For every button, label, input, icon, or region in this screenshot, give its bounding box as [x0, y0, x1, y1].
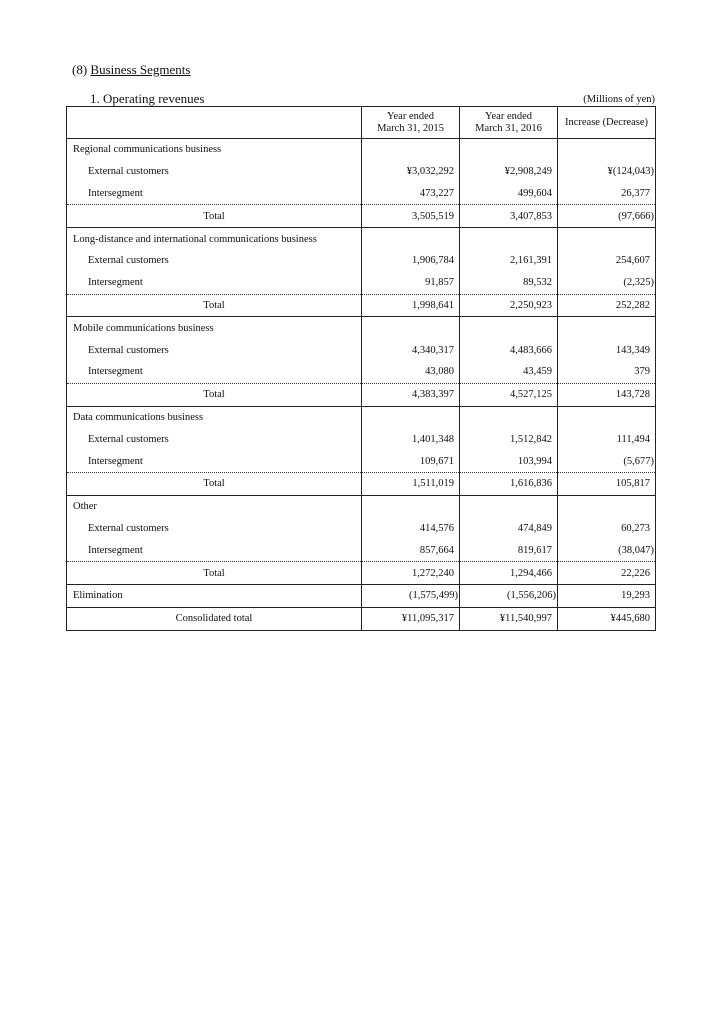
value-change: 111,494 [558, 428, 656, 450]
table-row [67, 428, 656, 450]
elimination-row [67, 584, 656, 607]
value-fy2015: 1,511,019 [362, 472, 460, 495]
segment-name: Data communications business [67, 406, 362, 428]
row-label: Total [67, 294, 362, 317]
row-label: Consolidated total [67, 607, 362, 630]
segment-name-row [67, 317, 656, 339]
segment-name-row [67, 406, 656, 428]
row-label: Intersegment [67, 361, 362, 383]
value-change: 22,226 [558, 562, 656, 585]
value-change: 60,273 [558, 518, 656, 540]
value-fy2015: 857,664 [362, 539, 460, 561]
value-change: (97,666) [558, 205, 656, 228]
row-label: External customers [67, 518, 362, 540]
header-fy2016-line2: March 31, 2016 [475, 122, 542, 134]
segment-name: Long-distance and international communications business [67, 228, 362, 250]
header-fy2015 [362, 107, 460, 139]
value-fy2015: 1,998,641 [362, 294, 460, 317]
value-fy2015: 3,505,519 [362, 205, 460, 228]
row-label: Total [67, 205, 362, 228]
header-fy2016 [460, 107, 558, 139]
value-fy2016: 4,527,125 [460, 383, 558, 406]
segment-name: Mobile communications business [67, 317, 362, 339]
value-fy2016: (1,556,206) [460, 584, 558, 607]
value-fy2015: 43,080 [362, 361, 460, 383]
value-fy2015: 1,272,240 [362, 562, 460, 585]
table-row [67, 539, 656, 561]
value-change: 143,349 [558, 339, 656, 361]
row-label: Intersegment [67, 272, 362, 294]
consolidated-total-row [67, 607, 656, 630]
value-fy2015: ¥3,032,292 [362, 161, 460, 183]
value-fy2016: 3,407,853 [460, 205, 558, 228]
row-label: Intersegment [67, 539, 362, 561]
value-fy2016: 4,483,666 [460, 339, 558, 361]
table-row [67, 250, 656, 272]
value-fy2016: 474,849 [460, 518, 558, 540]
value-change: ¥445,680 [558, 607, 656, 630]
table-header-row [67, 107, 656, 139]
table-row [67, 450, 656, 472]
total-row [67, 383, 656, 406]
segment-name-row [67, 139, 656, 161]
value-fy2016: 89,532 [460, 272, 558, 294]
value-fy2015: (1,575,499) [362, 584, 460, 607]
section-title: Business Segments [90, 62, 191, 77]
value-fy2016: ¥11,540,997 [460, 607, 558, 630]
total-row [67, 562, 656, 585]
table-row [67, 272, 656, 294]
header-fy2016-line1: Year ended [484, 110, 533, 122]
units-note: (Millions of yen) [583, 94, 655, 105]
value-change: 143,728 [558, 383, 656, 406]
value-fy2015: 1,906,784 [362, 250, 460, 272]
table-row [67, 361, 656, 383]
row-label: External customers [67, 161, 362, 183]
value-change: 254,607 [558, 250, 656, 272]
header-fy2015-line1: Year ended [386, 110, 435, 122]
section-heading [72, 62, 190, 78]
value-fy2016: 819,617 [460, 539, 558, 561]
subsection-title: 1. Operating revenues [90, 91, 205, 106]
table-row [67, 339, 656, 361]
value-fy2015: 4,383,397 [362, 383, 460, 406]
row-label: Total [67, 472, 362, 495]
value-change: 26,377 [558, 183, 656, 205]
header-fy2015-line2: March 31, 2015 [377, 122, 444, 134]
value-fy2015: 91,857 [362, 272, 460, 294]
value-fy2016: 1,512,842 [460, 428, 558, 450]
segment-name-row [67, 228, 656, 250]
value-fy2016: 1,294,466 [460, 562, 558, 585]
value-change: 252,282 [558, 294, 656, 317]
value-fy2015: 473,227 [362, 183, 460, 205]
value-fy2016: 43,459 [460, 361, 558, 383]
value-change: 105,817 [558, 472, 656, 495]
value-fy2016: 103,994 [460, 450, 558, 472]
total-row [67, 205, 656, 228]
row-label: Total [67, 562, 362, 585]
value-fy2015: ¥11,095,317 [362, 607, 460, 630]
table-row [67, 161, 656, 183]
row-label: Intersegment [67, 183, 362, 205]
value-fy2016: ¥2,908,249 [460, 161, 558, 183]
value-fy2015: 4,340,317 [362, 339, 460, 361]
table-row [67, 183, 656, 205]
operating-revenues-table [66, 106, 656, 631]
value-fy2015: 109,671 [362, 450, 460, 472]
value-fy2016: 2,161,391 [460, 250, 558, 272]
row-label: Elimination [67, 584, 362, 607]
value-fy2015: 414,576 [362, 518, 460, 540]
value-change: 379 [558, 361, 656, 383]
table-row [67, 518, 656, 540]
row-label: External customers [67, 250, 362, 272]
row-label: External customers [67, 339, 362, 361]
segment-name: Other [67, 495, 362, 517]
header-change: Increase (Decrease) [558, 107, 656, 139]
value-fy2015: 1,401,348 [362, 428, 460, 450]
total-row [67, 472, 656, 495]
row-label: Total [67, 383, 362, 406]
value-change: ¥(124,043) [558, 161, 656, 183]
section-number: (8) [72, 62, 88, 77]
header-blank [67, 107, 362, 139]
value-fy2016: 1,616,836 [460, 472, 558, 495]
row-label: Intersegment [67, 450, 362, 472]
value-change: 19,293 [558, 584, 656, 607]
value-fy2016: 2,250,923 [460, 294, 558, 317]
value-fy2016: 499,604 [460, 183, 558, 205]
value-change: (5,677) [558, 450, 656, 472]
segment-name: Regional communications business [67, 139, 362, 161]
value-change: (2,325) [558, 272, 656, 294]
total-row [67, 294, 656, 317]
row-label: External customers [67, 428, 362, 450]
segment-name-row [67, 495, 656, 517]
value-change: (38,047) [558, 539, 656, 561]
